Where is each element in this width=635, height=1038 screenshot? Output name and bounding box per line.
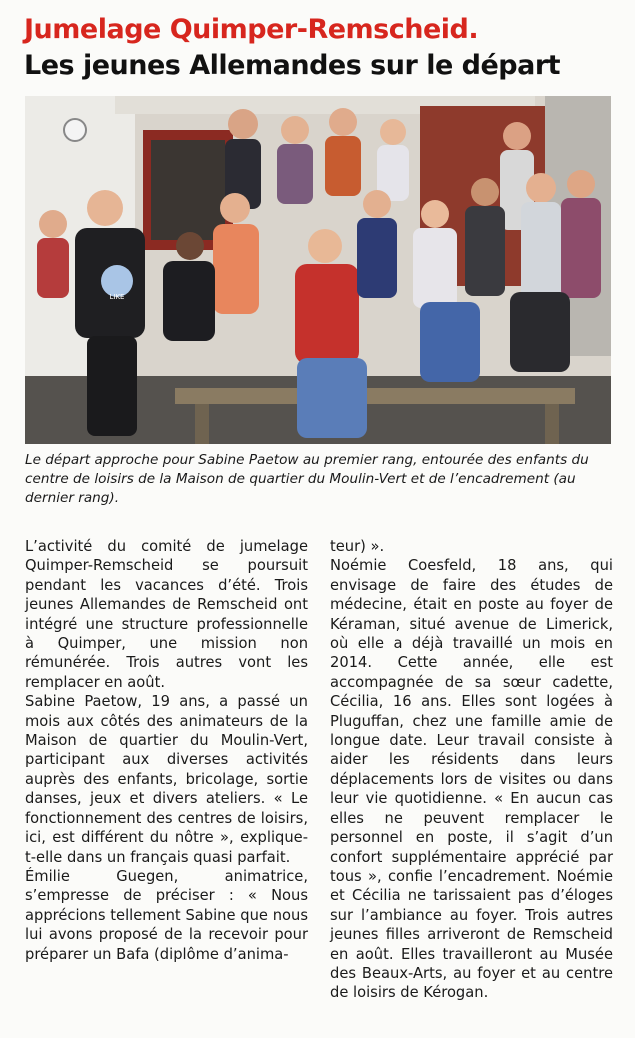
paragraph: Sabine Paetow, 19 ans, a passé un mois aux côtés des animateurs de la Maison de quartier du Moulin-Vert, participant aux diverses activités auprès des enfants, bricolage, sortie danses, jeux et divers ateliers. « Le fonctionnement des centres de loisirs, ici, est différent du nôtre », explique-t-elle dans un français quasi parfait. [25,693,308,866]
article-headline: Les jeunes Allemandes sur le départ [24,50,561,81]
paragraph: Émilie Guegen, animatrice, s’empresse de préciser : « Nous apprécions tellement Sabine que nous lui avons proposé de la recevoir pour préparer un Bafa (diplôme d’anima- [25,867,308,963]
article-kicker: Jumelage Quimper-Remscheid. [24,14,479,45]
column-right [330,537,613,1003]
photo-caption: Le départ approche pour Sabine Paetow au premier rang, entourée des enfants du centre de loisirs de la Maison de quartier du Moulin-Vert et de l’encadrement (au dernier rang). [25,452,589,506]
group-photo [25,96,611,444]
paragraph: Noémie Coesfeld, 18 ans, qui envisage de faire des études de médecine, était en poste au foyer de Kéraman, situé avenue de Limerick, où elle a déjà travaillé un mois en 2014. Cette année, elle est accompagnée de sa sœur cadette, Cécilia, 16 ans. Elles sont logées à Pluguffan, chez une famille amie de longue date. Leur travail consiste à aider les résidents dans leurs déplacements lors de visites ou dans leur vie quotidienne. « En aucun cas elles ne peuvent remplacer le personnel en poste, il s’agit d’un confort supplémentaire apprécié par tous », confie l’encadrement. Noémie et Cécilia ne tarissaient pas d’éloges sur l’ambiance au foyer. Trois autres jeunes filles arriveront de Remscheid en août. Elles travailleront au Musée des Beaux-Arts, au foyer et au centre de loisirs de Kérogan. [330,557,613,1002]
column-left [25,537,308,964]
paragraph: teur) ». [330,538,385,555]
tshirt-print: LIKE [109,293,125,301]
paragraph: L’activité du comité de jumelage Quimper-Remscheid se poursuit pendant les vacances d’été. Trois jeunes Allemandes de Remscheid ont intégré une structure professionnelle à Quimper, une mission non rémunérée. Trois autres vont les remplacer en août. [25,538,308,691]
